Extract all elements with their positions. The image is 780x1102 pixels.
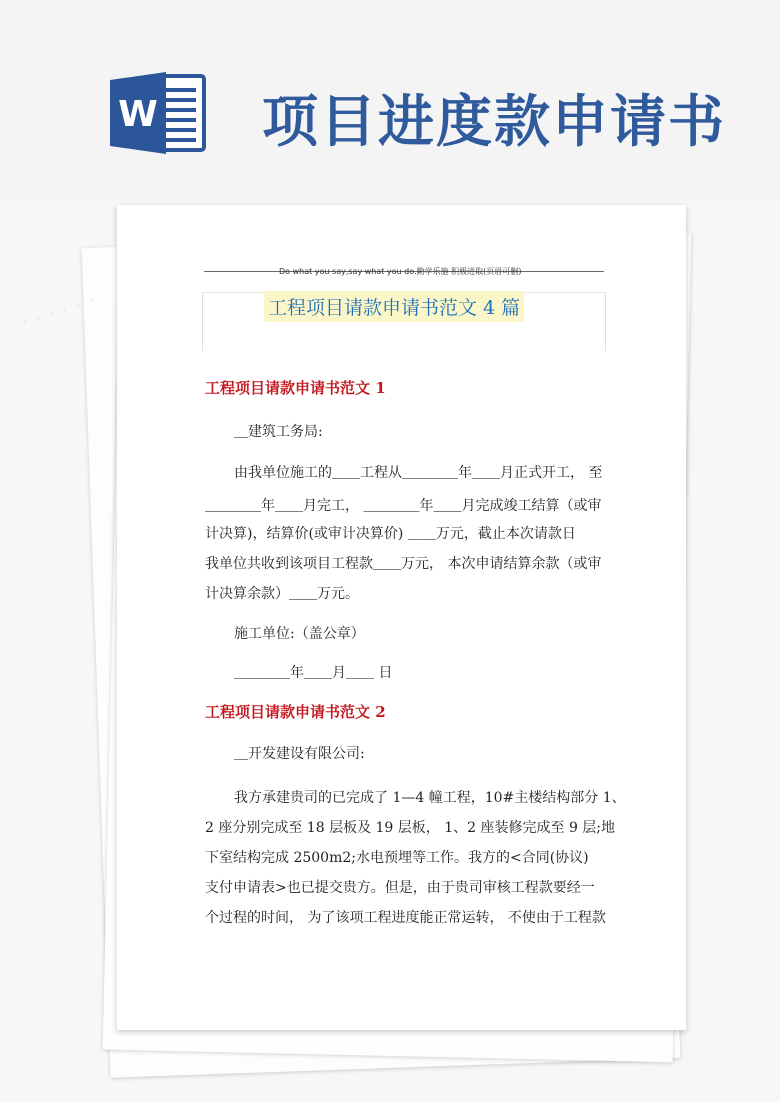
page-header: [279, 266, 521, 277]
section-heading-1: 工程项目请款申请书范文 1: [205, 379, 386, 397]
paragraph-line: ＿开发建设有限公司:: [234, 746, 365, 762]
paragraph-line: 计决算)，结算价(或审计决算价) ＿＿万元，截止本次请款日: [205, 526, 576, 542]
paragraph-line: 由我单位施工的＿＿工程从＿＿＿＿年＿＿月正式开工， 至: [234, 465, 603, 481]
word-icon: [108, 70, 210, 156]
paragraph-line: 我单位共收到该项目工程款＿＿万元， 本次申请结算余款（或审: [205, 556, 602, 572]
header-cn: 勤学乐施 积极进取(页眉可删): [416, 267, 522, 276]
paragraph-line: 施工单位:（盖公章）: [234, 626, 365, 642]
banner: [0, 0, 780, 200]
document-title: 工程项目请款申请书范文 4 篇: [264, 291, 524, 322]
paragraph-line: 支付申请表>也已提交贵方。但是，由于贵司审核工程款要经一: [205, 880, 595, 896]
header-en: Do what you say,say what you do.: [279, 267, 417, 276]
document-page: [117, 205, 686, 1030]
section-heading-2: 工程项目请款申请书范文 2: [205, 703, 386, 721]
watermark: · · · · · ·: [18, 288, 99, 337]
paragraph-line: 个过程的时间， 为了该项工程进度能正常运转， 不使由于工程款: [205, 910, 606, 926]
date-line: ＿＿＿＿年＿＿月＿＿ 日: [234, 665, 393, 681]
banner-title: 项目进度款申请书: [262, 90, 726, 155]
paragraph-line: ＿建筑工务局:: [234, 424, 323, 440]
paragraph-line: 计决算余款）＿＿万元。: [205, 586, 359, 602]
word-icon-letter: W: [118, 94, 158, 135]
paragraph-line: 我方承建贵司的已完成了 1—4 幢工程，10#主楼结构部分 1、: [234, 790, 626, 806]
paragraph-line: 下室结构完成 2500m2;水电预埋等工作。我方的<合同(协议): [205, 850, 589, 866]
paragraph-line: 2 座分别完成至 18 层板及 19 层板， 1、2 座装修完成至 9 层;地: [205, 820, 616, 836]
paragraph-line: ＿＿＿＿年＿＿月完工， ＿＿＿＿年＿＿月完成竣工结算（或审: [205, 498, 602, 514]
